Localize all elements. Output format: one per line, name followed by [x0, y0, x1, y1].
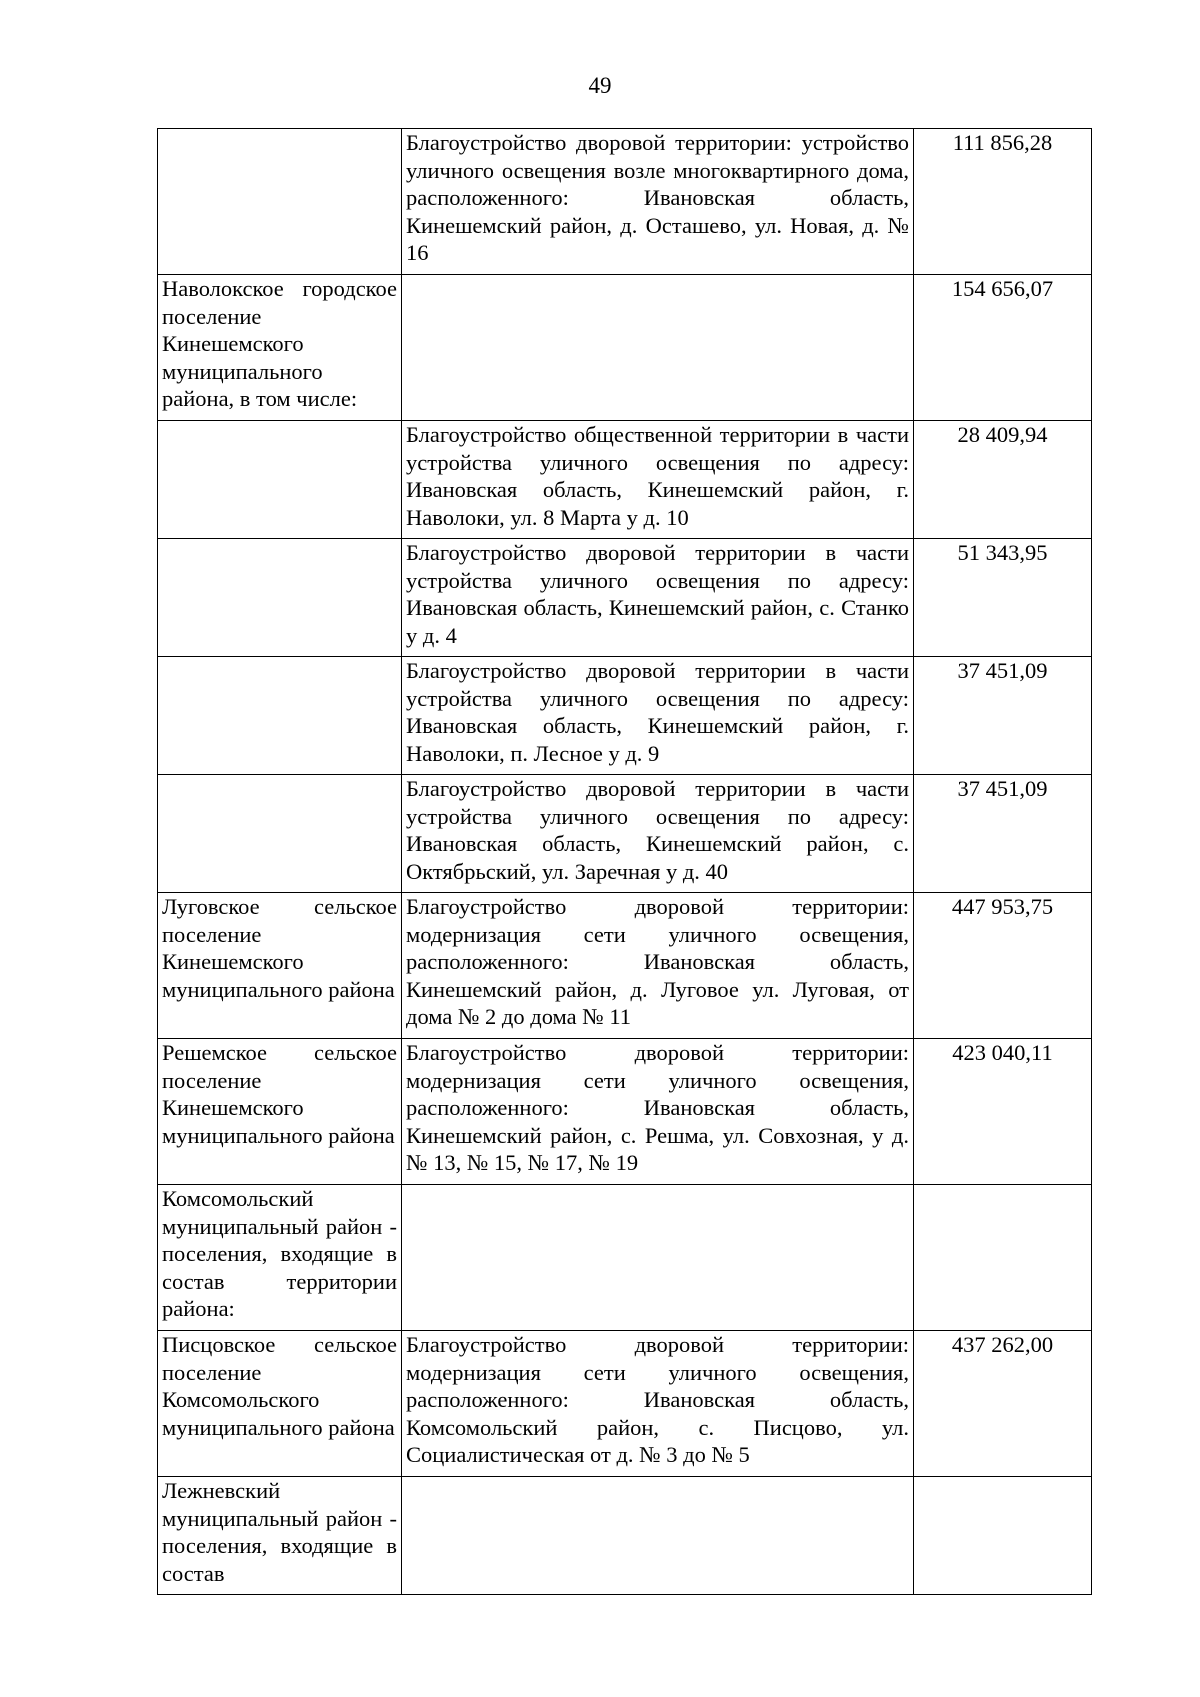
table-row — [158, 1039, 1092, 1185]
municipality-cell: Решемское сельское поселение Кинешемского муниципального района — [158, 1039, 402, 1185]
municipality-cell — [158, 775, 402, 893]
amount-cell — [914, 1185, 1092, 1331]
municipality-cell — [158, 421, 402, 539]
table-row — [158, 539, 1092, 657]
object-cell: Благоустройство дворовой территории: модернизация сети уличного освещения, расположенного: Ивановская область, Кинешемский район, с. Решма, ул. Совхозная, у д. № 13, № 15, № 17, № 19 — [402, 1039, 914, 1185]
object-cell — [402, 1477, 914, 1595]
amount-cell — [914, 1477, 1092, 1595]
object-cell: Благоустройство дворовой территории в части устройства уличного освещения по адресу: Ивановская область, Кинешемский район, г. Наволоки, п. Лесное у д. 9 — [402, 657, 914, 775]
table-row — [158, 893, 1092, 1039]
object-cell — [402, 275, 914, 421]
object-cell: Благоустройство дворовой территории: модернизация сети уличного освещения, расположенного: Ивановская область, Комсомольский район, с. Писцово, ул. Социалистическая от д. № 3 до № 5 — [402, 1331, 914, 1477]
object-cell: Благоустройство дворовой территории: модернизация сети уличного освещения, расположенного: Ивановская область, Кинешемский район, д. Луговое ул. Луговая, от дома № 2 до дома № 11 — [402, 893, 914, 1039]
table-row — [158, 129, 1092, 275]
funding-table — [157, 128, 1092, 1595]
amount-cell: 111 856,28 — [914, 129, 1092, 275]
municipality-cell: Наволокское городское поселение Кинешемского муниципального района, в том числе: — [158, 275, 402, 421]
table-row — [158, 421, 1092, 539]
municipality-cell: Писцовское сельское поселение Комсомольского муниципального района — [158, 1331, 402, 1477]
municipality-cell: Лежневский муниципальный район - поселения, входящие в состав — [158, 1477, 402, 1595]
municipality-cell: Комсомольский муниципальный район - поселения, входящие в состав территории района: — [158, 1185, 402, 1331]
municipality-cell: Луговское сельское поселение Кинешемского муниципального района — [158, 893, 402, 1039]
amount-cell: 437 262,00 — [914, 1331, 1092, 1477]
table-row — [158, 275, 1092, 421]
amount-cell: 37 451,09 — [914, 775, 1092, 893]
amount-cell: 447 953,75 — [914, 893, 1092, 1039]
object-cell: Благоустройство дворовой территории в части устройства уличного освещения по адресу: Ивановская область, Кинешемский район, с. Октябрьский, ул. Заречная у д. 40 — [402, 775, 914, 893]
municipality-cell — [158, 657, 402, 775]
amount-cell: 28 409,94 — [914, 421, 1092, 539]
amount-cell: 37 451,09 — [914, 657, 1092, 775]
amount-cell: 423 040,11 — [914, 1039, 1092, 1185]
table-row — [158, 657, 1092, 775]
object-cell — [402, 1185, 914, 1331]
table-row — [158, 775, 1092, 893]
amount-cell: 51 343,95 — [914, 539, 1092, 657]
municipality-cell — [158, 129, 402, 275]
table-row — [158, 1185, 1092, 1331]
object-cell: Благоустройство общественной территории в части устройства уличного освещения по адресу: Ивановская область, Кинешемский район, г. Наволоки, ул. 8 Марта у д. 10 — [402, 421, 914, 539]
object-cell: Благоустройство дворовой территории: устройство уличного освещения возле многоквартирного дома, расположенного: Ивановская область, Кинешемский район, д. Осташево, ул. Новая, д. № 16 — [402, 129, 914, 275]
amount-cell: 154 656,07 — [914, 275, 1092, 421]
page-number: 49 — [588, 73, 612, 98]
object-cell: Благоустройство дворовой территории в части устройства уличного освещения по адресу: Ивановская область, Кинешемский район, с. Станко у д. 4 — [402, 539, 914, 657]
table-row — [158, 1477, 1092, 1595]
municipality-cell — [158, 539, 402, 657]
table-row — [158, 1331, 1092, 1477]
